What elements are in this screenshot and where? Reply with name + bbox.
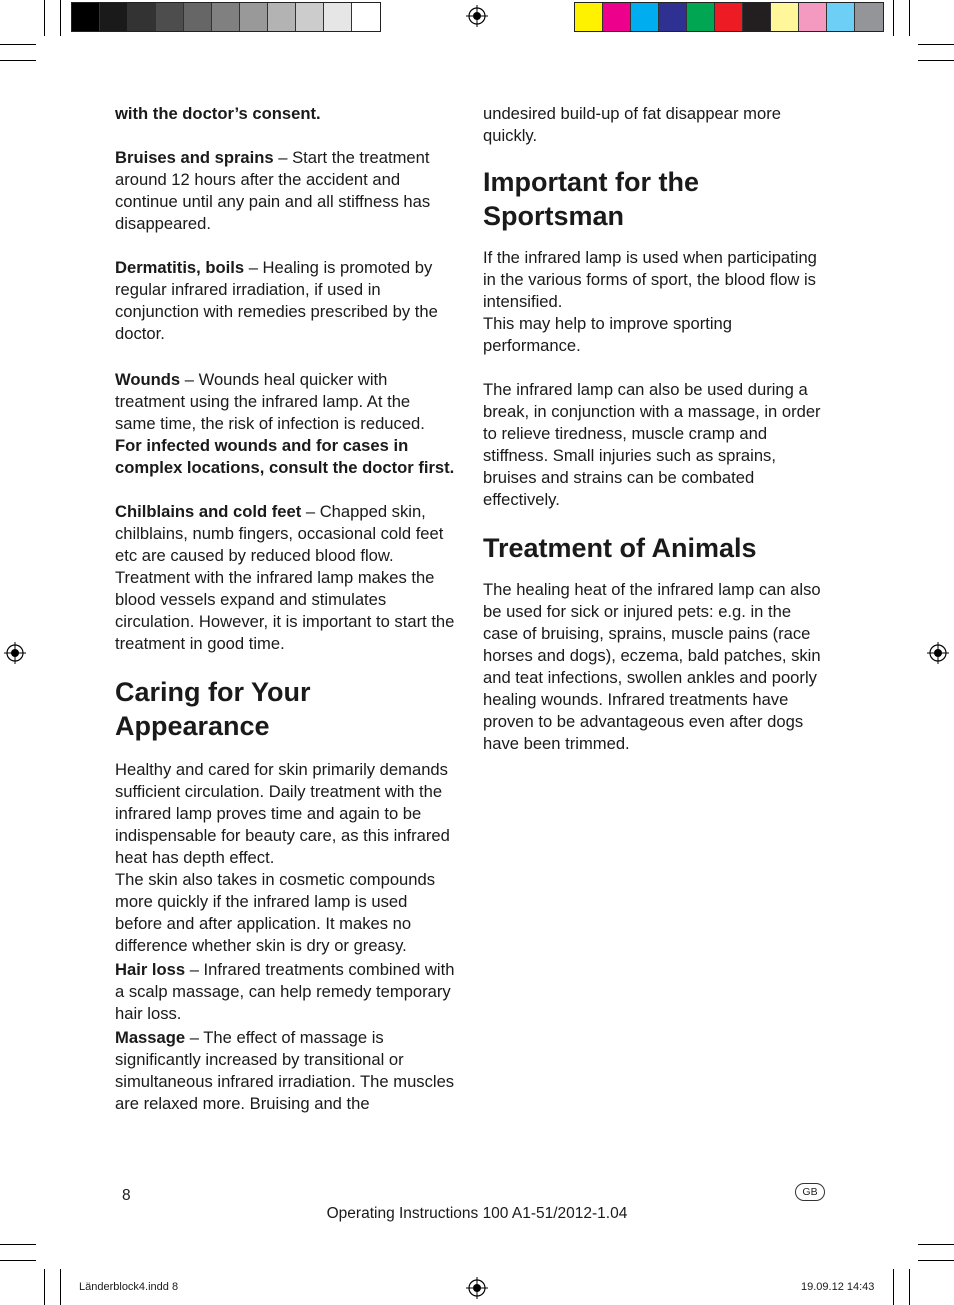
crop-mark xyxy=(0,1244,36,1245)
color-swatch xyxy=(799,3,827,31)
crop-mark xyxy=(0,60,36,61)
paragraph-dermatitis xyxy=(115,257,455,345)
color-swatch xyxy=(715,3,743,31)
color-swatch xyxy=(575,3,603,31)
paragraph xyxy=(115,103,455,125)
color-swatch xyxy=(771,3,799,31)
crop-mark xyxy=(44,0,45,36)
color-swatch xyxy=(212,3,240,31)
color-swatch xyxy=(156,3,184,31)
crop-mark xyxy=(893,1269,894,1305)
color-swatch xyxy=(184,3,212,31)
paragraph-hair-loss xyxy=(115,959,455,1025)
body-text: – Chapped skin, chilblains, numb fingers, occasional cold feet etc are caused by reduced blood flow. Treatment with the infrared lamp makes the blood vessels expand and stimulates circulation. However, it is important to start the treatment in good time. xyxy=(115,502,455,653)
crop-mark xyxy=(60,0,61,36)
bold-term: Dermatitis, boils xyxy=(115,258,245,277)
heading-caring: Caring for Your Appearance xyxy=(115,677,311,741)
crop-mark xyxy=(893,0,894,36)
crop-mark xyxy=(0,1260,36,1261)
bold-term: Chilblains and cold feet xyxy=(115,502,302,521)
bold-warning: For infected wounds and for cases in complex locations, consult the doctor first. xyxy=(115,436,455,477)
color-swatch xyxy=(240,3,268,31)
color-swatch xyxy=(743,3,771,31)
crop-mark xyxy=(60,1269,61,1305)
crop-mark xyxy=(909,1269,910,1305)
registration-mark-icon xyxy=(4,642,26,664)
crop-mark xyxy=(918,1244,954,1245)
body-text: – Wounds heal quicker with treatment using the infrared lamp. At the same time, the risk of infection is reduced. xyxy=(115,370,425,433)
paragraph: Healthy and cared for skin primarily demands sufficient circulation. Daily treatment with the infrared lamp proves time and again to be indispensable for beauty care, as this infrared heat has depth effect. xyxy=(115,760,450,867)
registration-mark-icon xyxy=(927,642,949,664)
body-text: – Healing is promoted by regular infrared irradiation, if used in conjunction with remedies prescribed by the doctor. xyxy=(115,258,438,343)
paragraph-chilblains xyxy=(115,501,455,655)
color-swatch xyxy=(100,3,128,31)
crop-mark xyxy=(909,0,910,36)
document-reference: Operating Instructions 100 A1-51/2012-1.04 xyxy=(326,1205,628,1222)
process-color-bar xyxy=(574,2,884,32)
color-swatch xyxy=(631,3,659,31)
crop-mark xyxy=(918,1260,954,1261)
grayscale-color-bar xyxy=(71,2,381,32)
paragraph: The skin also takes in cosmetic compounds more quickly if the infrared lamp is used before and after application. It makes no difference whether skin is dry or greasy. xyxy=(115,870,436,955)
crop-mark xyxy=(0,44,36,45)
language-badge: GB xyxy=(795,1183,825,1201)
color-swatch xyxy=(687,3,715,31)
paragraph: undesired build-up of fat disappear more quickly. xyxy=(483,104,781,145)
paragraph: This may help to improve sporting performance. xyxy=(483,314,733,355)
bold-term: Hair loss xyxy=(115,960,186,979)
color-swatch xyxy=(268,3,296,31)
color-swatch xyxy=(855,3,883,31)
paragraph: The healing heat of the infrared lamp can also be used for sick or injured pets: e.g. in the case of bruising, sprains, muscle pains (race horses and dogs), eczema, bald patches, skin and teat infections, swollen ankles and poorly healing wounds. Infrared treatments have proven to be advantageous even after dogs have been trimmed. xyxy=(483,580,821,753)
color-swatch xyxy=(296,3,324,31)
page-number: 8 xyxy=(122,1187,131,1204)
paragraph-wounds xyxy=(115,369,455,479)
bold-term: Bruises and sprains xyxy=(115,148,274,167)
heading-animals: Treatment of Animals xyxy=(483,533,757,563)
left-column xyxy=(115,103,455,1115)
color-swatch xyxy=(72,3,100,31)
body-text: – The effect of massage is significantly increased by transitional or simultaneous infrared irradiation. The muscles are relaxed more. Bruising and the xyxy=(115,1028,455,1113)
color-swatch xyxy=(352,3,380,31)
registration-mark-icon xyxy=(466,1277,488,1299)
slug-file: Länderblock4.indd 8 xyxy=(79,1281,179,1293)
color-swatch xyxy=(128,3,156,31)
right-column xyxy=(483,103,823,755)
crop-mark xyxy=(918,44,954,45)
paragraph-bruises xyxy=(115,147,455,235)
color-swatch xyxy=(659,3,687,31)
registration-mark-icon xyxy=(466,5,488,27)
body-text: – Infrared treatments combined with a scalp massage, can help remedy temporary hair loss. xyxy=(115,960,455,1023)
color-swatch xyxy=(827,3,855,31)
color-swatch xyxy=(324,3,352,31)
paragraph-massage xyxy=(115,1027,455,1115)
color-swatch xyxy=(603,3,631,31)
bold-term: Massage xyxy=(115,1028,186,1047)
crop-mark xyxy=(44,1269,45,1305)
paragraph: If the infrared lamp is used when participating in the various forms of sport, the blood flow is intensified. xyxy=(483,248,817,311)
paragraph: The infrared lamp can also be used during a break, in conjunction with a massage, in order to relieve tiredness, muscle cramp and stiffness. Small injuries such as sprains, bruises and strains can be combated effectively. xyxy=(483,380,821,509)
bold-term: Wounds xyxy=(115,370,181,389)
crop-mark xyxy=(918,60,954,61)
body-text: – Start the treatment around 12 hours after the accident and continue until any pain and all stiffness has disappeared. xyxy=(115,148,431,233)
slug-datetime: 19.09.12 14:43 xyxy=(801,1281,875,1293)
bold-text: with the doctor’s consent. xyxy=(115,104,321,123)
heading-sportsman: Important for the Sportsman xyxy=(483,167,699,231)
